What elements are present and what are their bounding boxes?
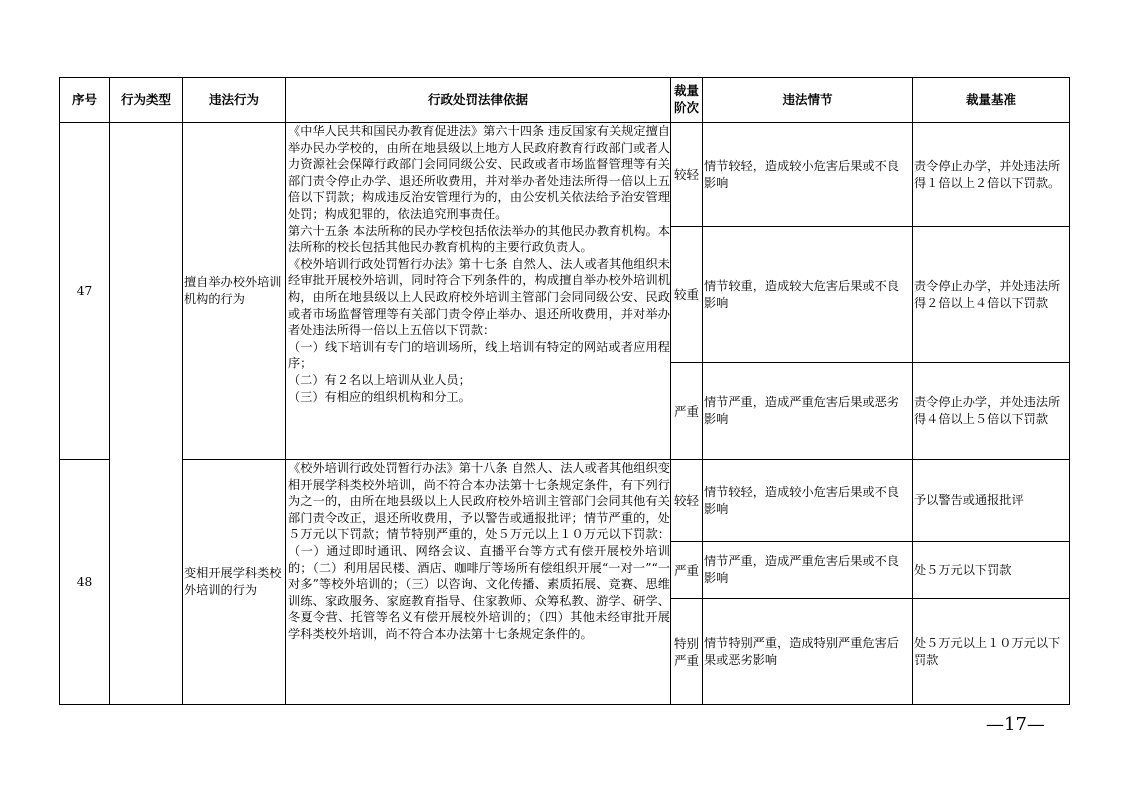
header-circumstance: 违法情节 bbox=[703, 78, 913, 123]
law-paragraph: （一）线下培训有专门的培训场所，线上培训有特定的网站或者应用程序； bbox=[288, 339, 670, 371]
law-paragraph: （三）有相应的组织机构和分工。 bbox=[288, 389, 471, 404]
illegal-behavior: 变相开展学科类校外培训的行为 bbox=[183, 460, 286, 705]
circumstance: 情节较轻，造成较小危害后果或不良影响 bbox=[703, 123, 913, 227]
behavior-type-cell bbox=[110, 123, 183, 705]
header-legal-basis: 行政处罚法律依据 bbox=[286, 78, 671, 123]
legal-basis bbox=[286, 460, 671, 705]
header-discretion-standard: 裁量基准 bbox=[913, 78, 1070, 123]
table-row bbox=[60, 123, 1070, 227]
discretion-standard: 责令停止办学，并处违法所得４倍以上５倍以下罚款 bbox=[913, 363, 1070, 460]
discretion-level: 较重 bbox=[671, 227, 703, 363]
illegal-behavior: 擅自举办校外培训机构的行为 bbox=[183, 123, 286, 460]
header-discretion-level: 裁量阶次 bbox=[671, 78, 703, 123]
discretion-level: 特别严重 bbox=[671, 599, 703, 705]
row-number: 47 bbox=[60, 123, 110, 460]
legal-basis bbox=[286, 123, 671, 460]
discretion-standard: 责令停止办学，并处违法所得１倍以上２倍以下罚款。 bbox=[913, 123, 1070, 227]
table-row bbox=[60, 460, 1070, 542]
law-paragraph: 《校外培训行政处罚暂行办法》第十七条 自然人、法人或者其他组织未经审批开展校外培训，同时符合下列条件的，构成擅自举办校外培训机构，由所在地县级以上人民政府校外培训主管部门会同同级公安、民政或者市场监督管理等有关部门责令停止举办、退还所收费用，并对举办者处违法所得一倍以上五倍以下罚款： bbox=[288, 256, 670, 338]
law-paragraph: 《校外培训行政处罚暂行办法》第十八条 自然人、法人或者其他组织变相开展学科类校外培训，尚不符合本办法第十七条规定条件，有下列行为之一的，由所在地县级以上人民政府校外培训主管部门会同其他有关部门责令改正，退还所收费用，予以警告或通报批评；情节严重的，处５万元以下罚款；情节特别严重的，处５万元以上１０万元以下罚款：（一）通过即时通讯、网络会议、直播平台等方式有偿开展校外培训的；（二）利用居民楼、酒店、咖啡厅等场所有偿组织开展“一对一”“一对多”等校外培训的；（三）以咨询、文化传播、素质拓展、竞赛、思维训练、家政服务、家庭教育指导、住家教师、众筹私教、游学、研学、冬夏令营、托管等名义有偿开展校外培训的；（四）其他未经审批开展学科类校外培训，尚不符合本办法第十七条规定条件的。 bbox=[288, 461, 670, 641]
discretion-standard: 处５万元以下罚款 bbox=[913, 542, 1070, 599]
law-paragraph: 《中华人民共和国民办教育促进法》第六十四条 违反国家有关规定擅自举办民办学校的，由所在地县级以上地方人民政府教育行政部门或者人力资源社会保障行政部门会同同级公安、民政或者市场监督管理等有关部门责令停止办学、退还所收费用，并对举办者处违法所得一倍以上五倍以下罚款；构成违反治安管理行为的，由公安机关依法给予治安管理处罚；构成犯罪的，依法追究刑事责任。 bbox=[288, 124, 670, 221]
page-number: —17— bbox=[986, 714, 1045, 735]
table-header-row bbox=[60, 78, 1070, 123]
header-illegal-behavior: 违法行为 bbox=[183, 78, 286, 123]
discretion-level: 较轻 bbox=[671, 123, 703, 227]
discretion-standard: 责令停止办学，并处违法所得２倍以上４倍以下罚款 bbox=[913, 227, 1070, 363]
circumstance: 情节特别严重，造成特别严重危害后果或恶劣影响 bbox=[703, 599, 913, 705]
discretion-standard: 处５万元以上１０万元以下罚款 bbox=[913, 599, 1070, 705]
circumstance: 情节较重，造成较大危害后果或不良影响 bbox=[703, 227, 913, 363]
discretion-standard: 予以警告或通报批评 bbox=[913, 460, 1070, 542]
discretion-level: 严重 bbox=[671, 542, 703, 599]
circumstance: 情节严重，造成严重危害后果或恶劣影响 bbox=[703, 363, 913, 460]
header-number: 序号 bbox=[60, 78, 110, 123]
law-paragraph: 第六十五条 本法所称的民办学校包括依法举办的其他民办教育机构。本法所称的校长包括其他民办教育机构的主要行政负责人。 bbox=[288, 223, 670, 255]
discretion-level: 严重 bbox=[671, 363, 703, 460]
law-paragraph: （二）有２名以上培训从业人员； bbox=[288, 372, 471, 387]
circumstance: 情节较轻，造成较小危害后果或不良影响 bbox=[703, 460, 913, 542]
header-behavior-type: 行为类型 bbox=[110, 78, 183, 123]
circumstance: 情节严重，造成严重危害后果或不良影响 bbox=[703, 542, 913, 599]
discretion-level: 较轻 bbox=[671, 460, 703, 542]
penalty-discretion-table bbox=[59, 77, 1070, 705]
row-number: 48 bbox=[60, 460, 110, 705]
